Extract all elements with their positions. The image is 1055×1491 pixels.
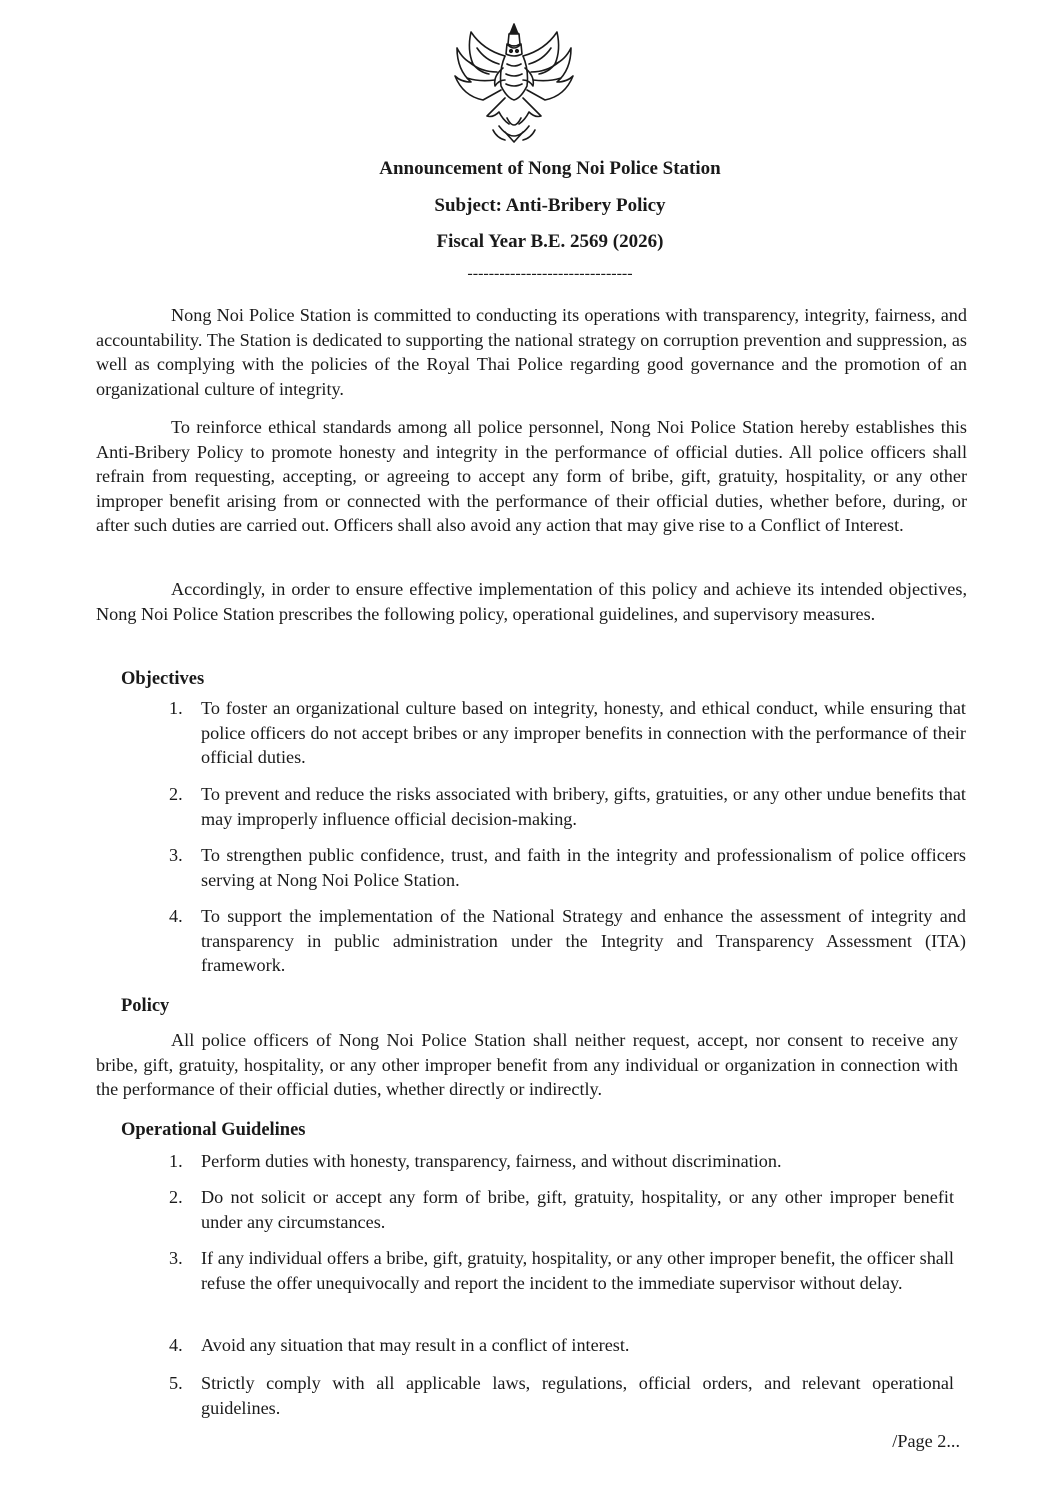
objective-item bbox=[169, 782, 966, 831]
objective-text: To strengthen public confidence, trust, and faith in the integrity and professionalism of police officers serving at Nong Noi Police Station. bbox=[201, 845, 966, 890]
guideline-item bbox=[169, 1333, 954, 1358]
guideline-number: 3. bbox=[169, 1248, 183, 1268]
guideline-number: 4. bbox=[169, 1335, 183, 1355]
garuda-emblem-icon bbox=[449, 20, 579, 148]
guideline-text: If any individual offers a bribe, gift, gratuity, hospitality, or any other improper benefit, the officer shall refuse the offer unequivocally and report the incident to the immediate supervisor without delay. bbox=[201, 1248, 954, 1293]
guideline-item bbox=[169, 1149, 954, 1174]
announcement-subject: Subject: Anti-Bribery Policy bbox=[434, 195, 666, 216]
intro-paragraph-2: To reinforce ethical standards among all police personnel, Nong Noi Police Station hereby establishes this Anti-Bribery Policy to promote honesty and integrity in the performance of official duties. All police officers shall refrain from requesting, accepting, or agreeing to accept any form of bribe, gift, gratuity, hospitality, or any other improper benefit arising from or connected with the performance of their official duties, whether before, during, or after such duties are carried out. Officers shall also avoid any action that may give rise to a Conflict of Interest. bbox=[96, 417, 967, 535]
intro-paragraph-1: Nong Noi Police Station is committed to conducting its operations with transparency, integrity, fairness, and accountability. The Station is dedicated to supporting the national strategy on corruption prevention and suppression, as well as complying with the policies of the Royal Thai Police regarding good governance and the promotion of an organizational culture of integrity. bbox=[96, 305, 967, 399]
intro-paragraph-3: Accordingly, in order to ensure effective implementation of this policy and achieve its intended objectives, Nong Noi Police Station prescribes the following policy, operational guidelines, and supervisory measures. bbox=[96, 579, 967, 624]
objective-text: To support the implementation of the National Strategy and enhance the assessment of integrity and transparency in public administration under the Integrity and Transparency Assessment (ITA) framework. bbox=[201, 906, 966, 975]
next-page-reference: /Page 2... bbox=[892, 1431, 960, 1451]
guideline-number: 2. bbox=[169, 1187, 183, 1207]
objective-number: 4. bbox=[169, 906, 183, 926]
guideline-number: 1. bbox=[169, 1151, 183, 1171]
objective-item bbox=[169, 696, 966, 770]
policy-heading: Policy bbox=[121, 996, 170, 1016]
objectives-heading: Objectives bbox=[121, 669, 205, 689]
guideline-text: Strictly comply with all applicable laws, regulations, official orders, and relevant operational guidelines. bbox=[201, 1373, 954, 1418]
fiscal-year: Fiscal Year B.E. 2569 (2026) bbox=[436, 231, 664, 252]
guideline-text: Do not solicit or accept any form of bribe, gift, gratuity, hospitality, or any other improper benefit under any circumstances. bbox=[201, 1187, 954, 1232]
guideline-text: Avoid any situation that may result in a conflict of interest. bbox=[201, 1335, 630, 1355]
objective-text: To prevent and reduce the risks associated with bribery, gifts, gratuities, or any other undue benefits that may improperly influence official decision-making. bbox=[201, 784, 966, 829]
objective-item bbox=[169, 904, 966, 978]
header-divider: ------------------------------- bbox=[467, 265, 633, 282]
announcement-title: Announcement of Nong Noi Police Station bbox=[379, 158, 721, 179]
guideline-item bbox=[169, 1185, 954, 1234]
guidelines-heading: Operational Guidelines bbox=[121, 1120, 306, 1140]
objective-item bbox=[169, 843, 966, 892]
objective-text: To foster an organizational culture based on integrity, honesty, and ethical conduct, while ensuring that police officers do not accept bribes or any improper benefits in connection with the performance of their official duties. bbox=[201, 698, 966, 767]
guideline-item bbox=[169, 1246, 954, 1295]
objective-number: 1. bbox=[169, 698, 183, 718]
guideline-number: 5. bbox=[169, 1373, 183, 1393]
objective-number: 2. bbox=[169, 784, 183, 804]
guideline-item bbox=[169, 1371, 954, 1420]
policy-paragraph: All police officers of Nong Noi Police Station shall neither request, accept, nor consent to receive any bribe, gift, gratuity, hospitality, or any other improper benefit from any individual or organization in connection with the performance of their official duties, whether directly or indirectly. bbox=[96, 1030, 958, 1099]
objective-number: 3. bbox=[169, 845, 183, 865]
guideline-text: Perform duties with honesty, transparency, fairness, and without discrimination. bbox=[201, 1151, 782, 1171]
